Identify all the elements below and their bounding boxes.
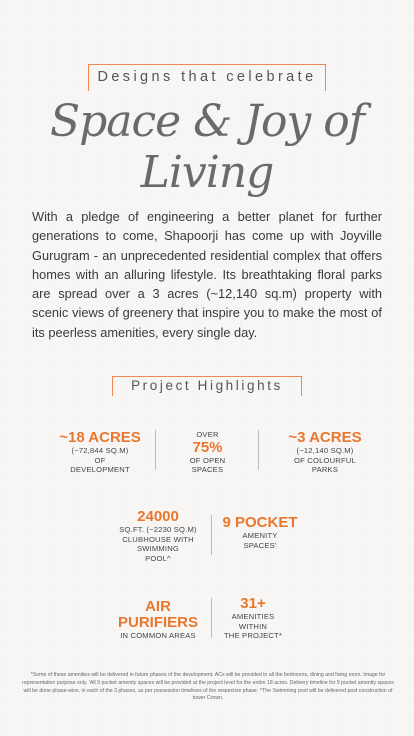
highlights-title: Project Highlights bbox=[131, 378, 283, 393]
stat-amenities: 31+ AMENITIES WITHIN THE PROJECT* bbox=[223, 595, 283, 640]
stat-acres-development: ~18 ACRES (~72,844 SQ.M) OF DEVELOPMENT bbox=[59, 429, 141, 474]
highlights-heading-frame bbox=[112, 376, 302, 398]
stat-pocket-amenity: 9 POCKET AMENITY SPACES' bbox=[222, 514, 298, 550]
divider bbox=[211, 598, 212, 638]
divider bbox=[258, 430, 259, 470]
stat-air-purifiers: AIR PURIFIERS IN COMMON AREAS bbox=[117, 598, 198, 640]
script-title: Space & Joy of Living bbox=[49, 96, 365, 198]
stat-acres-parks: ~3 ACRES (~12,140 SQ.M) OF COLOURFUL PARKS bbox=[288, 429, 362, 474]
stat-open-spaces: OVER 75% OF OPEN SPACES bbox=[189, 430, 226, 474]
divider bbox=[211, 515, 212, 555]
divider bbox=[155, 430, 156, 470]
stat-clubhouse: 24000 SQ.FT. (~2230 SQ.M) CLUBHOUSE WITH SWIMMING POOL^ bbox=[119, 508, 197, 563]
tagline: Designs that celebrate bbox=[97, 69, 317, 85]
footnote: *Some of these amenities will be delivered in future phases of the development. ACs will be provided in all the bedrooms, dining and living room. Image for representation purpose only. 'All 9 pocket amenity spaces will be provided at the project level for the entire 18 acres. Delivery timeline for 9 pocket amenity spaces will be done phase-wise, in each of the 3 phases, as per possession timelines of the respective phase. ^The Swimming pool will be delivered post construction of tower Crown. bbox=[22, 672, 394, 702]
tagline-frame-top bbox=[88, 64, 326, 65]
intro-paragraph: With a pledge of engineering a better planet for further generations to come, Shapoorji has come up with Joyville Gurugram - an unprecedented residential complex that offers homes with an alluring lifestyle. Its breathtaking floral parks are spread over a 3 acres (~12,140 sq.m) property with scenic views of greenery that inspire you to make the most of its peerless amenities, every single day. bbox=[32, 209, 382, 340]
